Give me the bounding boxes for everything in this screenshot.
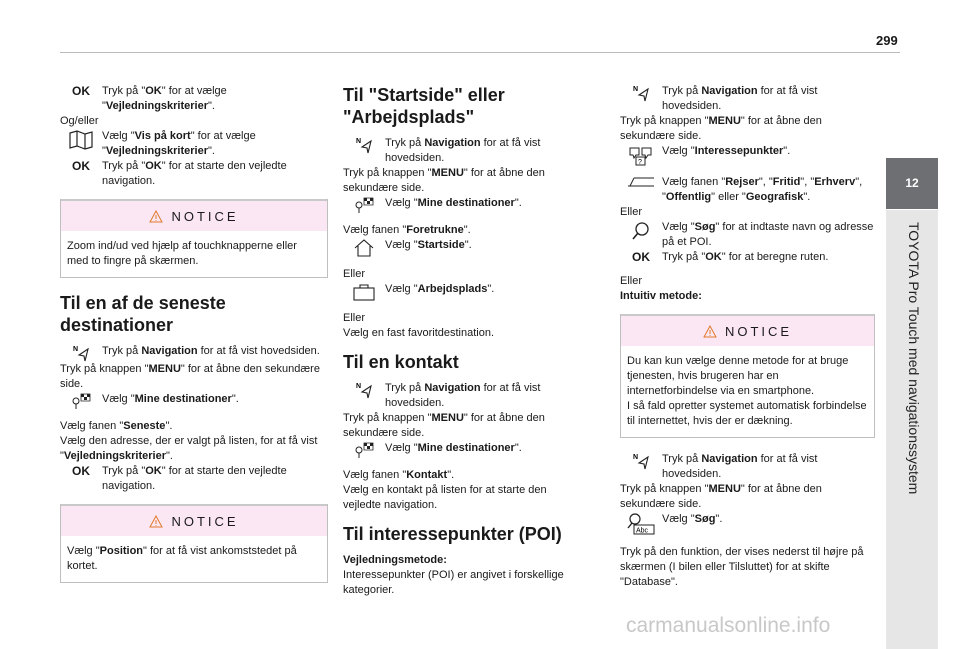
- briefcase-icon: [343, 282, 385, 302]
- home-icon: [343, 238, 385, 258]
- svg-text:N: N: [633, 86, 639, 93]
- warning-icon: [149, 210, 163, 223]
- chapter-tab[interactable]: 12: [886, 158, 938, 209]
- map-icon: [60, 129, 102, 151]
- step-ok-calc: OK Tryk på "OK" for at beregne ruten.: [620, 250, 875, 265]
- step-mine: Vælg "Mine destinationer".: [60, 392, 328, 410]
- step-ok-start-2: OK Tryk på "OK" for at starte den vejledte navigation.: [60, 464, 328, 494]
- warning-icon: [149, 515, 163, 528]
- ok-icon: OK: [72, 464, 90, 478]
- destination-flag-icon: [343, 441, 385, 459]
- chapter-title: TOYOTA Pro Touch med navigationssystem: [906, 222, 922, 495]
- notice-title: NOTICE: [724, 323, 793, 339]
- step-navigation: N Tryk på Navigation for at få vist hovedsiden.: [343, 381, 583, 411]
- ok-icon: OK: [632, 250, 650, 264]
- ok-icon: OK: [72, 84, 90, 98]
- svg-text:N: N: [73, 346, 79, 353]
- step-search: Vælg "Søg" for at indtaste navn og adresse på et POI.: [620, 220, 875, 250]
- column-3: N Tryk på Navigation for at få vist hovedsiden. Tryk på knappen "MENU" for at åbne den sekundære side. ? Vælg "Interessepunkter". Vælg fanen "Rejser", "Fritid", "Erhverv", "Offentlig" eller "Geografisk". Eller Vælg "Søg" for at indtaste navn og adresse på et POI. OK Tryk på "OK" for at beregne ruten. Eller Intuitiv metode: NOTICE Du kan kun vælge denne metode for at bruge tjenesten, hvis brugeren har en internetforbindelse via en smartphone. I så fald opretter systemet automatisk forbindelse til internettet, hvis der er dækning. N Tryk på Navigation for at få vist hovedsiden. Tryk på knappen "MENU" for at åbne den sekundære side. Abc Vælg "Søg". Tryk på den funktion, der vises nederst til højre på skærmen (I bilen eller Tilsluttet) for at skifte "Database".: [620, 85, 874, 588]
- ok-icon: OK: [72, 159, 90, 173]
- svg-text:N: N: [356, 383, 362, 390]
- notice-box: [60, 504, 328, 583]
- step-poi: ? Vælg "Interessepunkter".: [620, 144, 875, 166]
- step-show-map: Vælg "Vis på kort" for at vælge "Vejledningskriterier".: [60, 129, 328, 159]
- category-icon: [620, 175, 662, 189]
- step-navigation: N Tryk på Navigation for at få vist hovedsiden.: [620, 84, 875, 114]
- watermark: carmanualsonline.info: [626, 614, 831, 637]
- section-heading: Til en af de seneste destinationer: [60, 293, 226, 335]
- svg-text:N: N: [356, 138, 362, 145]
- search-icon: [620, 220, 662, 242]
- notice-box: [60, 199, 328, 278]
- svg-text:Abc: Abc: [636, 527, 649, 535]
- warning-icon: [703, 325, 717, 338]
- step-search-abc: Abc Vælg "Søg".: [620, 512, 875, 536]
- section-heading: Til interessepunkter (POI): [343, 524, 562, 544]
- notice-text: Du kan kun vælge denne metode for at bruge tjenesten, hvis brugeren har en internetforbindelse via en smartphone. I så fald opretter systemet automatisk forbindelse til internettet, hvis der er dækning.: [627, 355, 867, 427]
- section-heading: Til en kontakt: [343, 352, 459, 372]
- step-ok-select: OK Tryk på "OK" for at vælge "Vejledningskriterier".: [60, 84, 328, 114]
- notice-box: [620, 314, 875, 438]
- notice-text: Vælg "Position" for at få vist ankomststedet på kortet.: [67, 545, 297, 572]
- step-navigation: N Tryk på Navigation for at få vist hovedsiden.: [343, 136, 583, 166]
- step-navigation: N Tryk på Navigation for at få vist hovedsiden.: [620, 452, 875, 482]
- search-abc-icon: [620, 512, 662, 536]
- step-work: Vælg "Arbejdsplads".: [343, 282, 583, 302]
- step-home: Vælg "Startside".: [343, 238, 583, 258]
- svg-text:N: N: [633, 454, 639, 461]
- step-tabs: Vælg fanen "Rejser", "Fritid", "Erhverv", "Offentlig" eller "Geografisk".: [620, 175, 875, 205]
- navigation-icon: [343, 381, 385, 399]
- section-heading: Til "Startside" eller "Arbejdsplads": [343, 85, 505, 127]
- step-navigation: N Tryk på Navigation for at få vist hovedsiden.: [60, 344, 328, 362]
- column-1: OK Tryk på "OK" for at vælge "Vejledningskriterier". Og/eller Vælg "Vis på kort" for at vælge "Vejledningskriterier". OK Tryk på "OK" for at starte den vejledte navigation. NOTICE Zoom ind/ud ved hjælp af touchknapperne eller med to fingre på skærmen. Til en af de seneste destinationer N Tryk på Navigation for at få vist hovedsiden. Tryk på knappen "MENU" for at åbne den sekundære side. Vælg "Mine destinationer". Vælg fanen "Seneste". Vælg den adresse, der er valgt på listen, for at få vist "Vejledningskriterier". OK Tryk på "OK" for at starte den vejledte navigation. NOTICE Vælg "Position" for at få vist ankomststedet på kortet.: [60, 84, 328, 597]
- navigation-icon: [620, 84, 662, 102]
- or-text: Og/eller: [60, 115, 99, 127]
- notice-title: NOTICE: [171, 513, 239, 529]
- destination-flag-icon: [60, 392, 102, 410]
- navigation-icon: [60, 344, 102, 362]
- destination-flag-icon: [343, 196, 385, 214]
- svg-text:?: ?: [638, 159, 642, 166]
- navigation-icon: [343, 136, 385, 154]
- step-ok-start: OK Tryk på "OK" for at starte den vejledte navigation.: [60, 159, 328, 189]
- column-2: Til "Startside" eller "Arbejdsplads" N Tryk på Navigation for at få vist hovedsiden. Tryk på knappen "MENU" for at åbne den sekundære side. Vælg "Mine destinationer". Vælg fanen "Foretrukne". Vælg "Startside". Eller Vælg "Arbejdsplads". Eller Vælg en fast favoritdestination. Til en kontakt N Tryk på Navigation for at få vist hovedsiden. Tryk på knappen "MENU" for at åbne den sekundære side. Vælg "Mine destinationer". Vælg fanen "Kontakt". Vælg en kontakt på listen for at starte den vejledte navigation. Til interessepunkter (POI) Vejledningsmetode: Interessepunkter (POI) er angivet i forskellige kategorier.: [343, 84, 583, 598]
- navigation-icon: [620, 452, 662, 470]
- notice-title: NOTICE: [171, 208, 239, 224]
- notice-text: Zoom ind/ud ved hjælp af touchknapperne eller med to fingre på skærmen.: [67, 240, 297, 267]
- poi-icon: [620, 144, 662, 166]
- step-mine: Vælg "Mine destinationer".: [343, 196, 583, 214]
- page-number: 299: [876, 33, 898, 48]
- step-mine: Vælg "Mine destinationer".: [343, 441, 583, 459]
- header-divider: [60, 52, 900, 53]
